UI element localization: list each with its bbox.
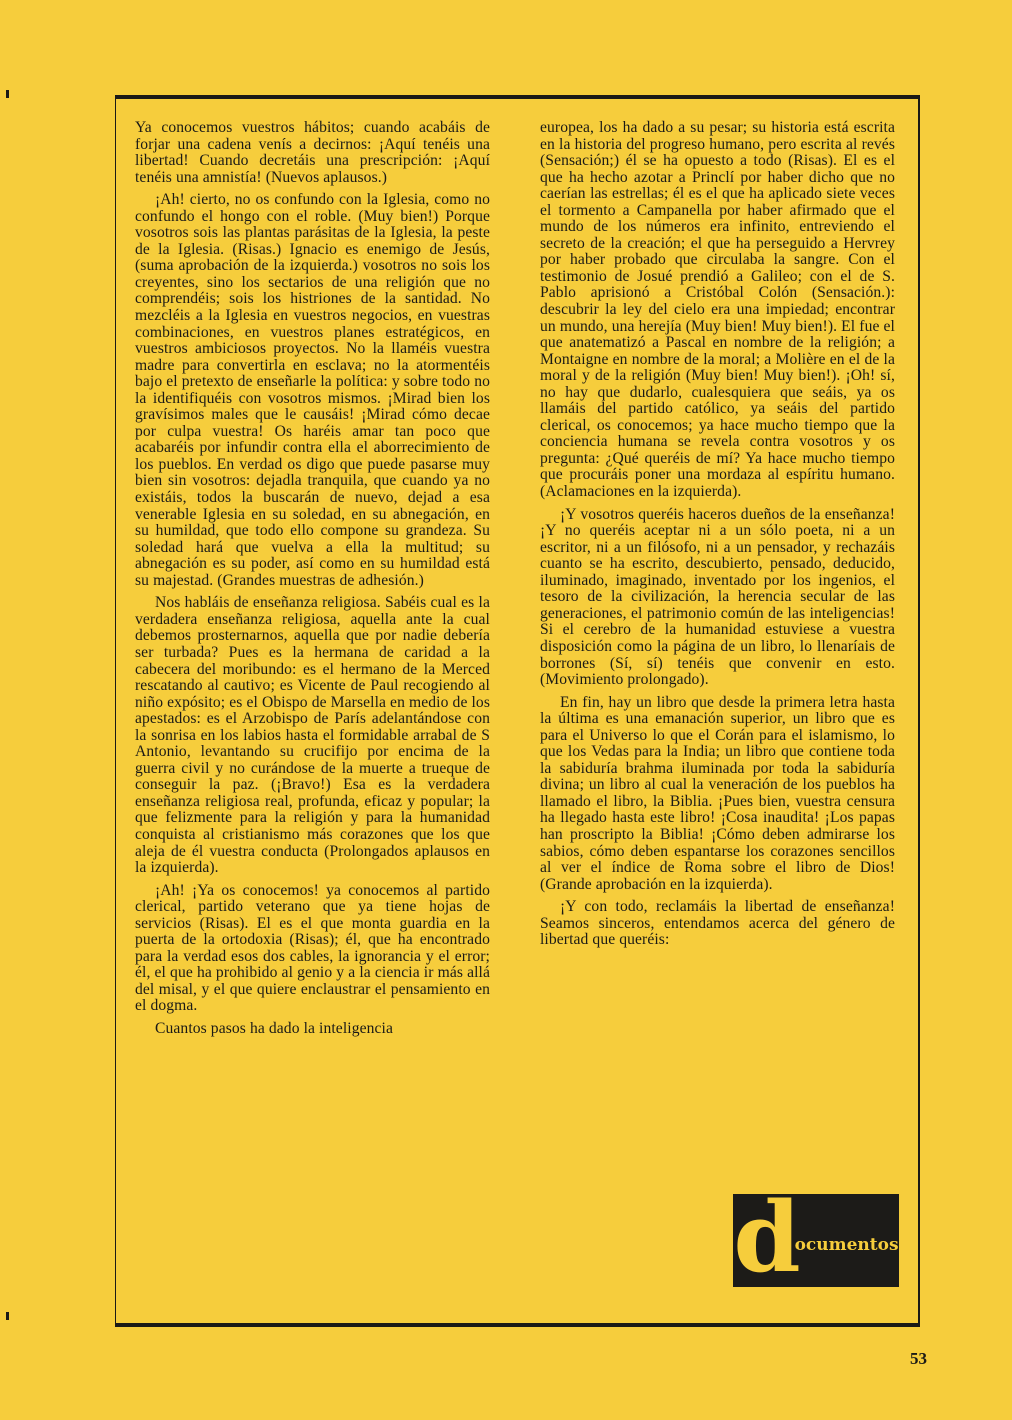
margin-mark xyxy=(6,1312,9,1320)
paragraph: ¡Y con todo, reclamáis la libertad de enseñanza! Seamos sinceros, entendamos acerca del género de libertad que queréis: xyxy=(540,898,895,949)
documentos-logo xyxy=(733,1180,899,1294)
right-column xyxy=(540,120,895,955)
paragraph: Ya conocemos vuestros hábitos; cuando acabáis de forjar una cadena venís a decirnos: ¡Aquí tenéis una libertad! Cuando decretáis una prescripción: ¡Aquí tenéis una amnistía! (Nuevos aplausos.) xyxy=(135,119,490,186)
logo-letter: d xyxy=(733,1180,801,1294)
logo-word: ocumentos xyxy=(794,1234,899,1255)
page-number: 53 xyxy=(910,1349,927,1368)
paragraph: europea, los ha dado a su pesar; su historia está escrita en la historia del progreso humano, pero escrita al revés (Sensación;) él se ha opuesto a todo (Risas). El es el que ha hecho azotar a Princlí por haber dicho que no caerían las estrellas; él es el que ha aplicado siete veces el tormento a Campanella por haber afirmado que el mundo de los números era infinito, entreviendo el secreto de la creación; el que ha perseguido a Hervrey por haber probado que circulaba la sangre. Con el testimonio de Josué prendió a Galileo; con el de S. Pablo aprisionó a Cristóbal Colón (Sensación.): descubrir la ley del cielo era una impiedad; encontrar un mundo, una herejía (Muy bien! Muy bien!). El fue el que anatematizó a Pascal en nombre de la religión; a Montaigne en nombre de la moral; a Molière en el de la moral y de la religión (Muy bien! Muy bien!). ¡Oh! sí, no hay que dudarlo, cualesquiera que seáis, ya os llamáis del partido católico, ya seáis del partido clerical, os conocemos; ya hace mucho tiempo que la conciencia humana se revela contra vosotros y os pregunta: ¿Qué queréis de mí? Ya hace mucho tiempo que procuráis poner una mordaza al espíritu humano. (Aclamaciones en la izquierda). xyxy=(540,119,895,501)
paragraph: ¡Ah! ¡Ya os conocemos! ya conocemos al partido clerical, partido veterano que ya tiene hojas de servicios (Risas). El es el que monta guardia en la puerta de la ortodoxia (Risas); él, que ha encontrado para la verdad esos dos cables, la ignorancia y el error; él, el que ha prohibido al genio y a la ciencia ir más allá del misal, y el que quiere enclaustrar el pensamiento en el dogma. xyxy=(135,881,490,1015)
paragraph: ¡Y vosotros queréis haceros dueños de la enseñanza! ¡Y no queréis aceptar ni a un sólo poeta, ni a un escritor, ni a un filósofo, ni a un pensador, y rechazáis cuanto se ha escrito, descubierto, pensado, deducido, iluminado, imaginado, inventado por los ingenios, el tesoro de la civilización, la herencia secular de las generaciones, el patrimonio común de las inteligencias! Si el cerebro de la humanidad estuviese a vuestra disposición como la página de un libro, lo llenaríais de borrones (Sí, sí) tenéis que convenir en esto. (Movimiento prolongado). xyxy=(540,505,895,689)
left-column xyxy=(135,120,490,1044)
paragraph: Cuantos pasos ha dado la inteligencia xyxy=(155,1019,393,1037)
paragraph: ¡Ah! cierto, no os confundo con la Iglesia, como no confundo el hongo con el roble. (Muy bien!) Porque vosotros sois las plantas parásitas de la Iglesia, la peste de la Iglesia. (Risas.) Ignacio es enemigo de Jesús, (suma aprobación de la izquierda.) vosotros no sois los creyentes, sino los sectarios de una religión que no comprendéis; sois los histriones de la santidad. No mezcléis a la Iglesia en vuestros negocios, en vuestras combinaciones, en vuestros planes estratégicos, en vuestros ambiciosos proyectos. No la llaméis vuestra madre para convertirla en esclava; no la atormentéis bajo el pretexto de enseñarle la política: y sobre todo no la identifiquéis con vosotros mismos. ¡Mirad bien los gravísimos males que le causáis! ¡Mirad cómo decae por culpa vuestra! Os haréis amar tan poco que acabaréis por infundir contra ella el aborrecimiento de los pueblos. En verdad os digo que puede pasarse muy bien sin vosotros: dejadla tranquila, que cuando ya no existáis, todos la buscarán de nuevo, dejad a esa venerable Iglesia en su soledad, en su abnegación, en su humildad, que todo ello compone su grandeza. Su soledad hará que vuelva a ella la multitud; su abnegación es su poder, así como en su humildad está su majestad. (Grandes muestras de adhesión.) xyxy=(135,191,490,589)
margin-mark xyxy=(6,90,9,98)
paragraph: Nos habláis de enseñanza religiosa. Sabéis cual es la verdadera enseñanza religiosa, aquella ante la cual debemos prosternarnos, aquella que por nadie debería ser turbada? Pues es la hermana de caridad a la cabecera del moribundo: es el hermano de la Merced rescatando al cautivo; es Vicente de Paul recogiendo al niño expósito; es el Obispo de Marsella en medio de los apestados: es el Arzobispo de París adelantándose con la sonrisa en los labios hasta el formidable arrabal de S Antonio, levantando su crucifijo por encima de la guerra civil y no curándose de la muerte a trueque de conseguir la paz. (¡Bravo!) Esa es la verdadera enseñanza religiosa real, profunda, eficaz y popular; la que felizmente para la religión y para la humanidad conquista al cristianismo más corazones que los que aleja de él vuestra conducta (Prolongados aplausos en la izquierda). xyxy=(135,594,490,877)
paragraph: En fin, hay un libro que desde la primera letra hasta la última es una emanación superior, un libro que es para el Universo lo que el Corán para el islamismo, lo que los Vedas para la India; un libro que contiene toda la sabiduría brahma iluminada por toda la sabiduría divina; un libro al cual la veneración de los pueblos ha llamado el libro, la Biblia. ¡Pues bien, vuestra censura ha llegado hasta este libro! ¡Cosa inaudita! ¡Los papas han proscripto la Biblia! ¡Cómo deben admirarse los sabios, cómo deben espantarse los corazones sencillos al ver el índice de Roma sobre el libro de Dios! (Grande aprobación en la izquierda). xyxy=(540,693,895,893)
